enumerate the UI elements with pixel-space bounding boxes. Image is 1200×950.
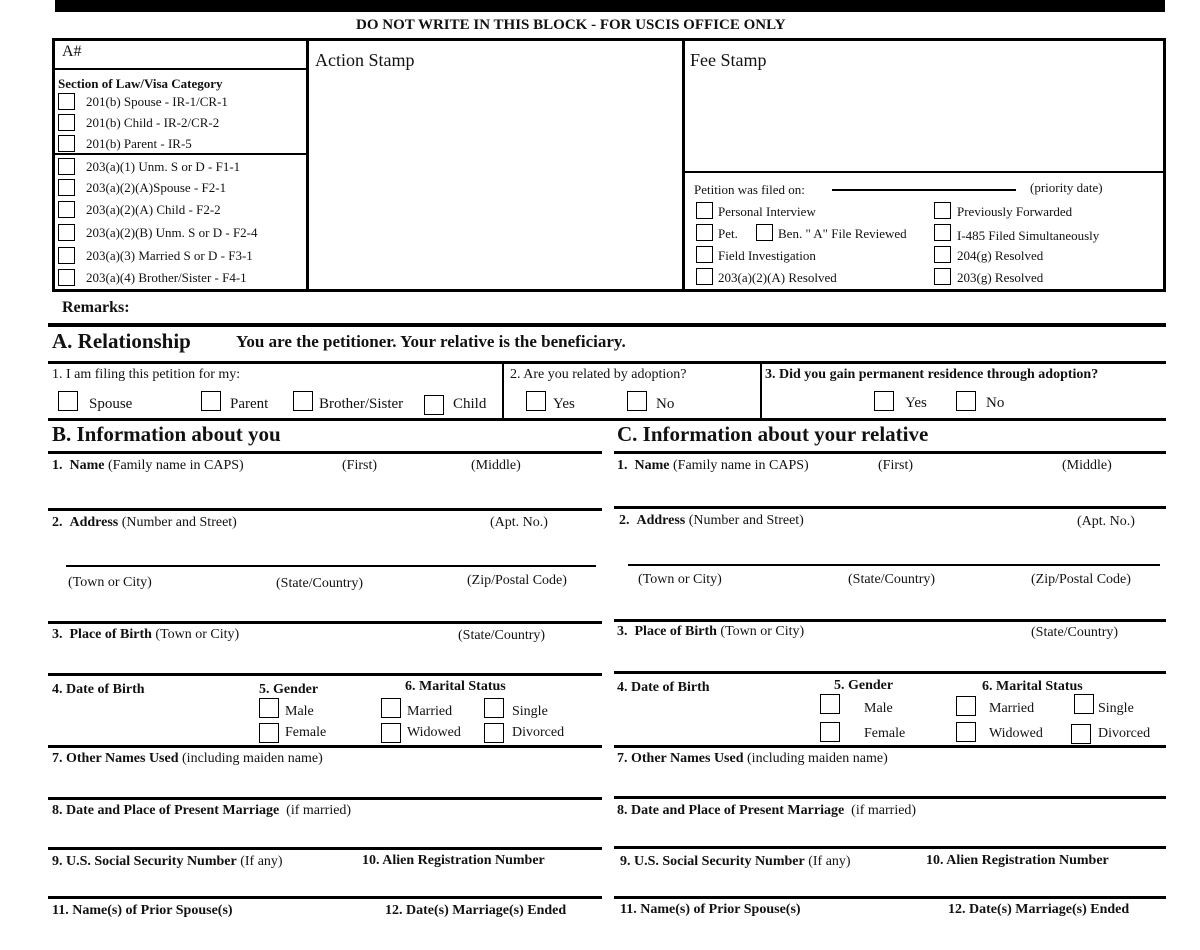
- c-other-names-title: 7. Other Names Used: [617, 751, 744, 766]
- b-rule-head: [48, 451, 602, 454]
- c-married-label: Married: [989, 701, 1035, 716]
- child-label: Child: [453, 396, 487, 412]
- spouse-checkbox[interactable]: [58, 391, 78, 411]
- c-marital-label: 6. Marital Status: [982, 679, 1083, 694]
- c-pob-label: [617, 625, 804, 639]
- b-address-title: Address: [69, 515, 119, 530]
- b-rule-other-names: [48, 797, 602, 800]
- b-middle-label: (Middle): [471, 458, 521, 473]
- q2-label: 2. Are you related by adoption?: [510, 367, 687, 382]
- b-dob-label: 4. Date of Birth: [52, 682, 145, 697]
- b-pob-title: Place of Birth: [69, 627, 152, 642]
- parent-label: Parent: [230, 396, 269, 412]
- c-prior-spouse-label: 11. Name(s) of Prior Spouse(s): [620, 902, 801, 917]
- c-rule-address-line: [628, 564, 1160, 566]
- category-checkbox-1[interactable]: [58, 93, 75, 110]
- c-divorced-checkbox[interactable]: [1071, 724, 1091, 744]
- c-address-label: [619, 514, 804, 528]
- c-widowed-label: Widowed: [989, 726, 1043, 741]
- c-ssn-hint: (If any): [808, 854, 851, 869]
- category-label-3: 201(b) Parent - IR-5: [86, 136, 192, 151]
- action-stamp-label: Action Stamp: [315, 50, 415, 70]
- b-gender-label: 5. Gender: [259, 682, 319, 697]
- c-address-title: Address: [636, 513, 686, 528]
- a-number-label: A#: [62, 43, 82, 60]
- pet-checkbox[interactable]: [696, 224, 713, 241]
- b-divorced-label: Divorced: [512, 725, 565, 740]
- b-marriage-label: [52, 804, 351, 818]
- parent-checkbox[interactable]: [201, 391, 221, 411]
- category-label-2: 201(b) Child - IR-2/CR-2: [86, 115, 220, 130]
- c-first-label: (First): [878, 458, 913, 473]
- b-zip-label: (Zip/Postal Code): [467, 573, 567, 588]
- c-marriage-hint: (if married): [851, 803, 917, 818]
- b-address-num: 2.: [52, 515, 63, 530]
- brother-sister-label: Brother/Sister: [319, 396, 404, 412]
- c-state-label: (State/Country): [848, 572, 936, 587]
- personal-interview-checkbox[interactable]: [696, 202, 713, 219]
- b-prior-spouse-label: 11. Name(s) of Prior Spouse(s): [52, 903, 233, 918]
- b-rule-address-line: [66, 565, 596, 567]
- resolved-203a2a-label: 203(a)(2)(A) Resolved: [718, 270, 837, 285]
- section-a-divider-2: [760, 362, 762, 419]
- i485-checkbox[interactable]: [934, 224, 951, 241]
- c-dob-label: 4. Date of Birth: [617, 680, 710, 695]
- spouse-label: Spouse: [89, 396, 133, 412]
- office-banner: DO NOT WRITE IN THIS BLOCK - FOR USCIS OFFICE ONLY: [356, 17, 786, 33]
- brother-sister-checkbox[interactable]: [293, 391, 313, 411]
- section-a-top-rule: [48, 323, 1166, 327]
- c-single-label: Single: [1098, 701, 1134, 716]
- c-ssn-title: 9. U.S. Social Security Number: [620, 854, 805, 869]
- resolved-203g-label: 203(g) Resolved: [957, 270, 1044, 285]
- b-other-names-hint: (including maiden name): [182, 751, 323, 766]
- fee-stamp-label: Fee Stamp: [690, 50, 767, 70]
- resolved-203g-checkbox[interactable]: [934, 268, 951, 285]
- c-rule-name: [614, 506, 1166, 509]
- section-b-heading: B. Information about you: [52, 422, 281, 446]
- b-pob-num: 3.: [52, 627, 63, 642]
- resolved-203a2a-checkbox[interactable]: [696, 268, 713, 285]
- pr-adoption-no-checkbox[interactable]: [956, 391, 976, 411]
- c-male-label: Male: [864, 701, 893, 716]
- b-rule-address: [48, 621, 602, 624]
- b-widowed-label: Widowed: [407, 725, 461, 740]
- b-male-label: Male: [285, 704, 314, 719]
- top-black-bar: [55, 0, 1165, 12]
- b-rule-marriage: [48, 847, 602, 850]
- b-other-names-title: 7. Other Names Used: [52, 751, 179, 766]
- section-bc-top-rule: [48, 418, 1166, 421]
- category-label-1: 201(b) Spouse - IR-1/CR-1: [86, 94, 228, 109]
- b-ssn-title: 9. U.S. Social Security Number: [52, 854, 237, 869]
- adoption-yes-checkbox[interactable]: [526, 391, 546, 411]
- c-rule-pob: [614, 671, 1166, 674]
- relationship-heading: A. Relationship: [52, 329, 191, 353]
- relationship-subheading: You are the petitioner. Your relative is the beneficiary.: [236, 332, 626, 351]
- b-rule-name: [48, 508, 602, 511]
- c-rule-other-names: [614, 796, 1166, 799]
- b-single-label: Single: [512, 704, 548, 719]
- b-marriage-ended-label: 12. Date(s) Marriage(s) Ended: [385, 903, 567, 918]
- ben-file-checkbox[interactable]: [756, 224, 773, 241]
- c-married-checkbox[interactable]: [956, 696, 976, 716]
- b-rule-pob: [48, 673, 602, 676]
- b-name-title: Name: [69, 458, 105, 473]
- b-first-label: (First): [342, 458, 377, 473]
- visa-category-title: Section of Law/Visa Category: [58, 76, 223, 91]
- c-single-checkbox[interactable]: [1074, 694, 1094, 714]
- office-a-divider: [52, 68, 308, 70]
- category-checkbox-4[interactable]: [58, 158, 75, 175]
- b-female-label: Female: [285, 725, 327, 740]
- b-state-label: (State/Country): [276, 576, 364, 591]
- pr-adoption-no-label: No: [986, 395, 1005, 411]
- c-pob-hint: (Town or City): [720, 624, 805, 639]
- c-male-checkbox[interactable]: [820, 694, 840, 714]
- b-name-label: [52, 459, 244, 473]
- c-divorced-label: Divorced: [1098, 726, 1151, 741]
- category-checkbox-9[interactable]: [58, 269, 75, 286]
- priority-date-label: (priority date): [1030, 180, 1103, 195]
- field-investigation-label: Field Investigation: [718, 248, 816, 263]
- b-address-label: [52, 516, 237, 530]
- section-a-divider-1: [502, 362, 504, 419]
- b-name-num: 1.: [52, 458, 63, 473]
- priority-date-line[interactable]: [832, 189, 1016, 191]
- c-gender-label: 5. Gender: [834, 678, 894, 693]
- adoption-no-label: No: [656, 396, 675, 412]
- remarks-label: Remarks:: [62, 299, 130, 316]
- i485-label: I-485 Filed Simultaneously: [957, 228, 1100, 243]
- c-female-checkbox[interactable]: [820, 722, 840, 742]
- b-pob-state-label: (State/Country): [458, 628, 546, 643]
- b-marriage-hint: (if married): [286, 803, 352, 818]
- c-alien-label: 10. Alien Registration Number: [926, 853, 1109, 868]
- b-marital-label: 6. Marital Status: [405, 679, 506, 694]
- office-col-divider-1: [306, 38, 309, 292]
- c-rule-address: [614, 619, 1166, 622]
- c-town-label: (Town or City): [638, 572, 722, 587]
- b-pob-hint: (Town or City): [155, 627, 240, 642]
- c-female-label: Female: [864, 726, 906, 741]
- b-married-checkbox[interactable]: [381, 698, 401, 718]
- b-alien-label: 10. Alien Registration Number: [362, 853, 545, 868]
- c-name-num: 1.: [617, 458, 628, 473]
- category-label-6: 203(a)(2)(A) Child - F2-2: [86, 202, 221, 217]
- c-other-names-hint: (including maiden name): [747, 751, 888, 766]
- c-name-title: Name: [634, 458, 670, 473]
- b-single-checkbox[interactable]: [484, 698, 504, 718]
- category-label-8: 203(a)(3) Married S or D - F3-1: [86, 248, 253, 263]
- office-fee-divider: [683, 171, 1165, 173]
- section-a-bottom-rule: [48, 361, 1166, 364]
- category-checkbox-5[interactable]: [58, 179, 75, 196]
- c-marriage-title: 8. Date and Place of Present Marriage: [617, 803, 845, 818]
- office-col-divider-2: [682, 38, 685, 292]
- c-marriage-label: [617, 804, 916, 818]
- c-zip-label: (Zip/Postal Code): [1031, 572, 1131, 587]
- c-rule-dob: [614, 745, 1166, 748]
- category-label-7: 203(a)(2)(B) Unm. S or D - F2-4: [86, 225, 258, 240]
- personal-interview-label: Personal Interview: [718, 204, 816, 219]
- category-checkbox-2[interactable]: [58, 114, 75, 131]
- adoption-no-checkbox[interactable]: [627, 391, 647, 411]
- b-rule-ssn: [48, 896, 602, 899]
- c-other-names-label: [617, 752, 888, 766]
- b-marriage-title: 8. Date and Place of Present Marriage: [52, 803, 280, 818]
- resolved-204g-checkbox[interactable]: [934, 246, 951, 263]
- c-rule-marriage: [614, 846, 1166, 849]
- previously-forwarded-label: Previously Forwarded: [957, 204, 1073, 219]
- b-other-names-label: [52, 752, 323, 766]
- field-investigation-checkbox[interactable]: [696, 246, 713, 263]
- category-checkbox-8[interactable]: [58, 247, 75, 264]
- adoption-yes-label: Yes: [553, 396, 575, 412]
- c-middle-label: (Middle): [1062, 458, 1112, 473]
- category-label-9: 203(a)(4) Brother/Sister - F4-1: [86, 270, 247, 285]
- pr-adoption-yes-checkbox[interactable]: [874, 391, 894, 411]
- pr-adoption-yes-label: Yes: [905, 395, 927, 411]
- c-name-hint: (Family name in CAPS): [673, 458, 809, 473]
- pet-label: Pet.: [718, 226, 738, 241]
- category-checkbox-6[interactable]: [58, 201, 75, 218]
- child-checkbox[interactable]: [424, 395, 444, 415]
- c-address-num: 2.: [619, 513, 630, 528]
- c-ssn-label: [620, 855, 851, 869]
- ben-file-label: Ben. " A" File Reviewed: [778, 226, 907, 241]
- b-married-label: Married: [407, 704, 453, 719]
- c-address-hint: (Number and Street): [688, 513, 804, 528]
- c-marriage-ended-label: 12. Date(s) Marriage(s) Ended: [948, 902, 1130, 917]
- c-name-label: [617, 459, 809, 473]
- category-label-4: 203(a)(1) Unm. S or D - F1-1: [86, 159, 241, 174]
- b-female-checkbox[interactable]: [259, 723, 279, 743]
- c-pob-title: Place of Birth: [634, 624, 717, 639]
- b-ssn-hint: (If any): [240, 854, 283, 869]
- c-apt-label: (Apt. No.): [1077, 514, 1135, 529]
- b-ssn-label: [52, 855, 283, 869]
- resolved-204g-label: 204(g) Resolved: [957, 248, 1044, 263]
- b-male-checkbox[interactable]: [259, 698, 279, 718]
- b-divorced-checkbox[interactable]: [484, 723, 504, 743]
- c-rule-head: [614, 451, 1166, 454]
- b-name-hint: (Family name in CAPS): [108, 458, 244, 473]
- b-widowed-checkbox[interactable]: [381, 723, 401, 743]
- petition-filed-label: Petition was filed on:: [694, 182, 805, 197]
- b-town-label: (Town or City): [68, 575, 152, 590]
- c-pob-state-label: (State/Country): [1031, 625, 1119, 640]
- b-address-hint: (Number and Street): [121, 515, 237, 530]
- q3-label: 3. Did you gain permanent residence through adoption?: [765, 367, 1099, 382]
- c-widowed-checkbox[interactable]: [956, 722, 976, 742]
- q1-label: 1. I am filing this petition for my:: [52, 367, 241, 382]
- b-apt-label: (Apt. No.): [490, 515, 548, 530]
- section-c-heading: C. Information about your relative: [617, 422, 929, 446]
- office-cat-divider: [52, 153, 308, 155]
- b-pob-label: [52, 628, 239, 642]
- c-pob-num: 3.: [617, 624, 628, 639]
- previously-forwarded-checkbox[interactable]: [934, 202, 951, 219]
- category-checkbox-7[interactable]: [58, 224, 75, 241]
- b-rule-dob: [48, 745, 602, 748]
- category-checkbox-3[interactable]: [58, 135, 75, 152]
- c-rule-ssn: [614, 896, 1166, 899]
- category-label-5: 203(a)(2)(A)Spouse - F2-1: [86, 180, 227, 195]
